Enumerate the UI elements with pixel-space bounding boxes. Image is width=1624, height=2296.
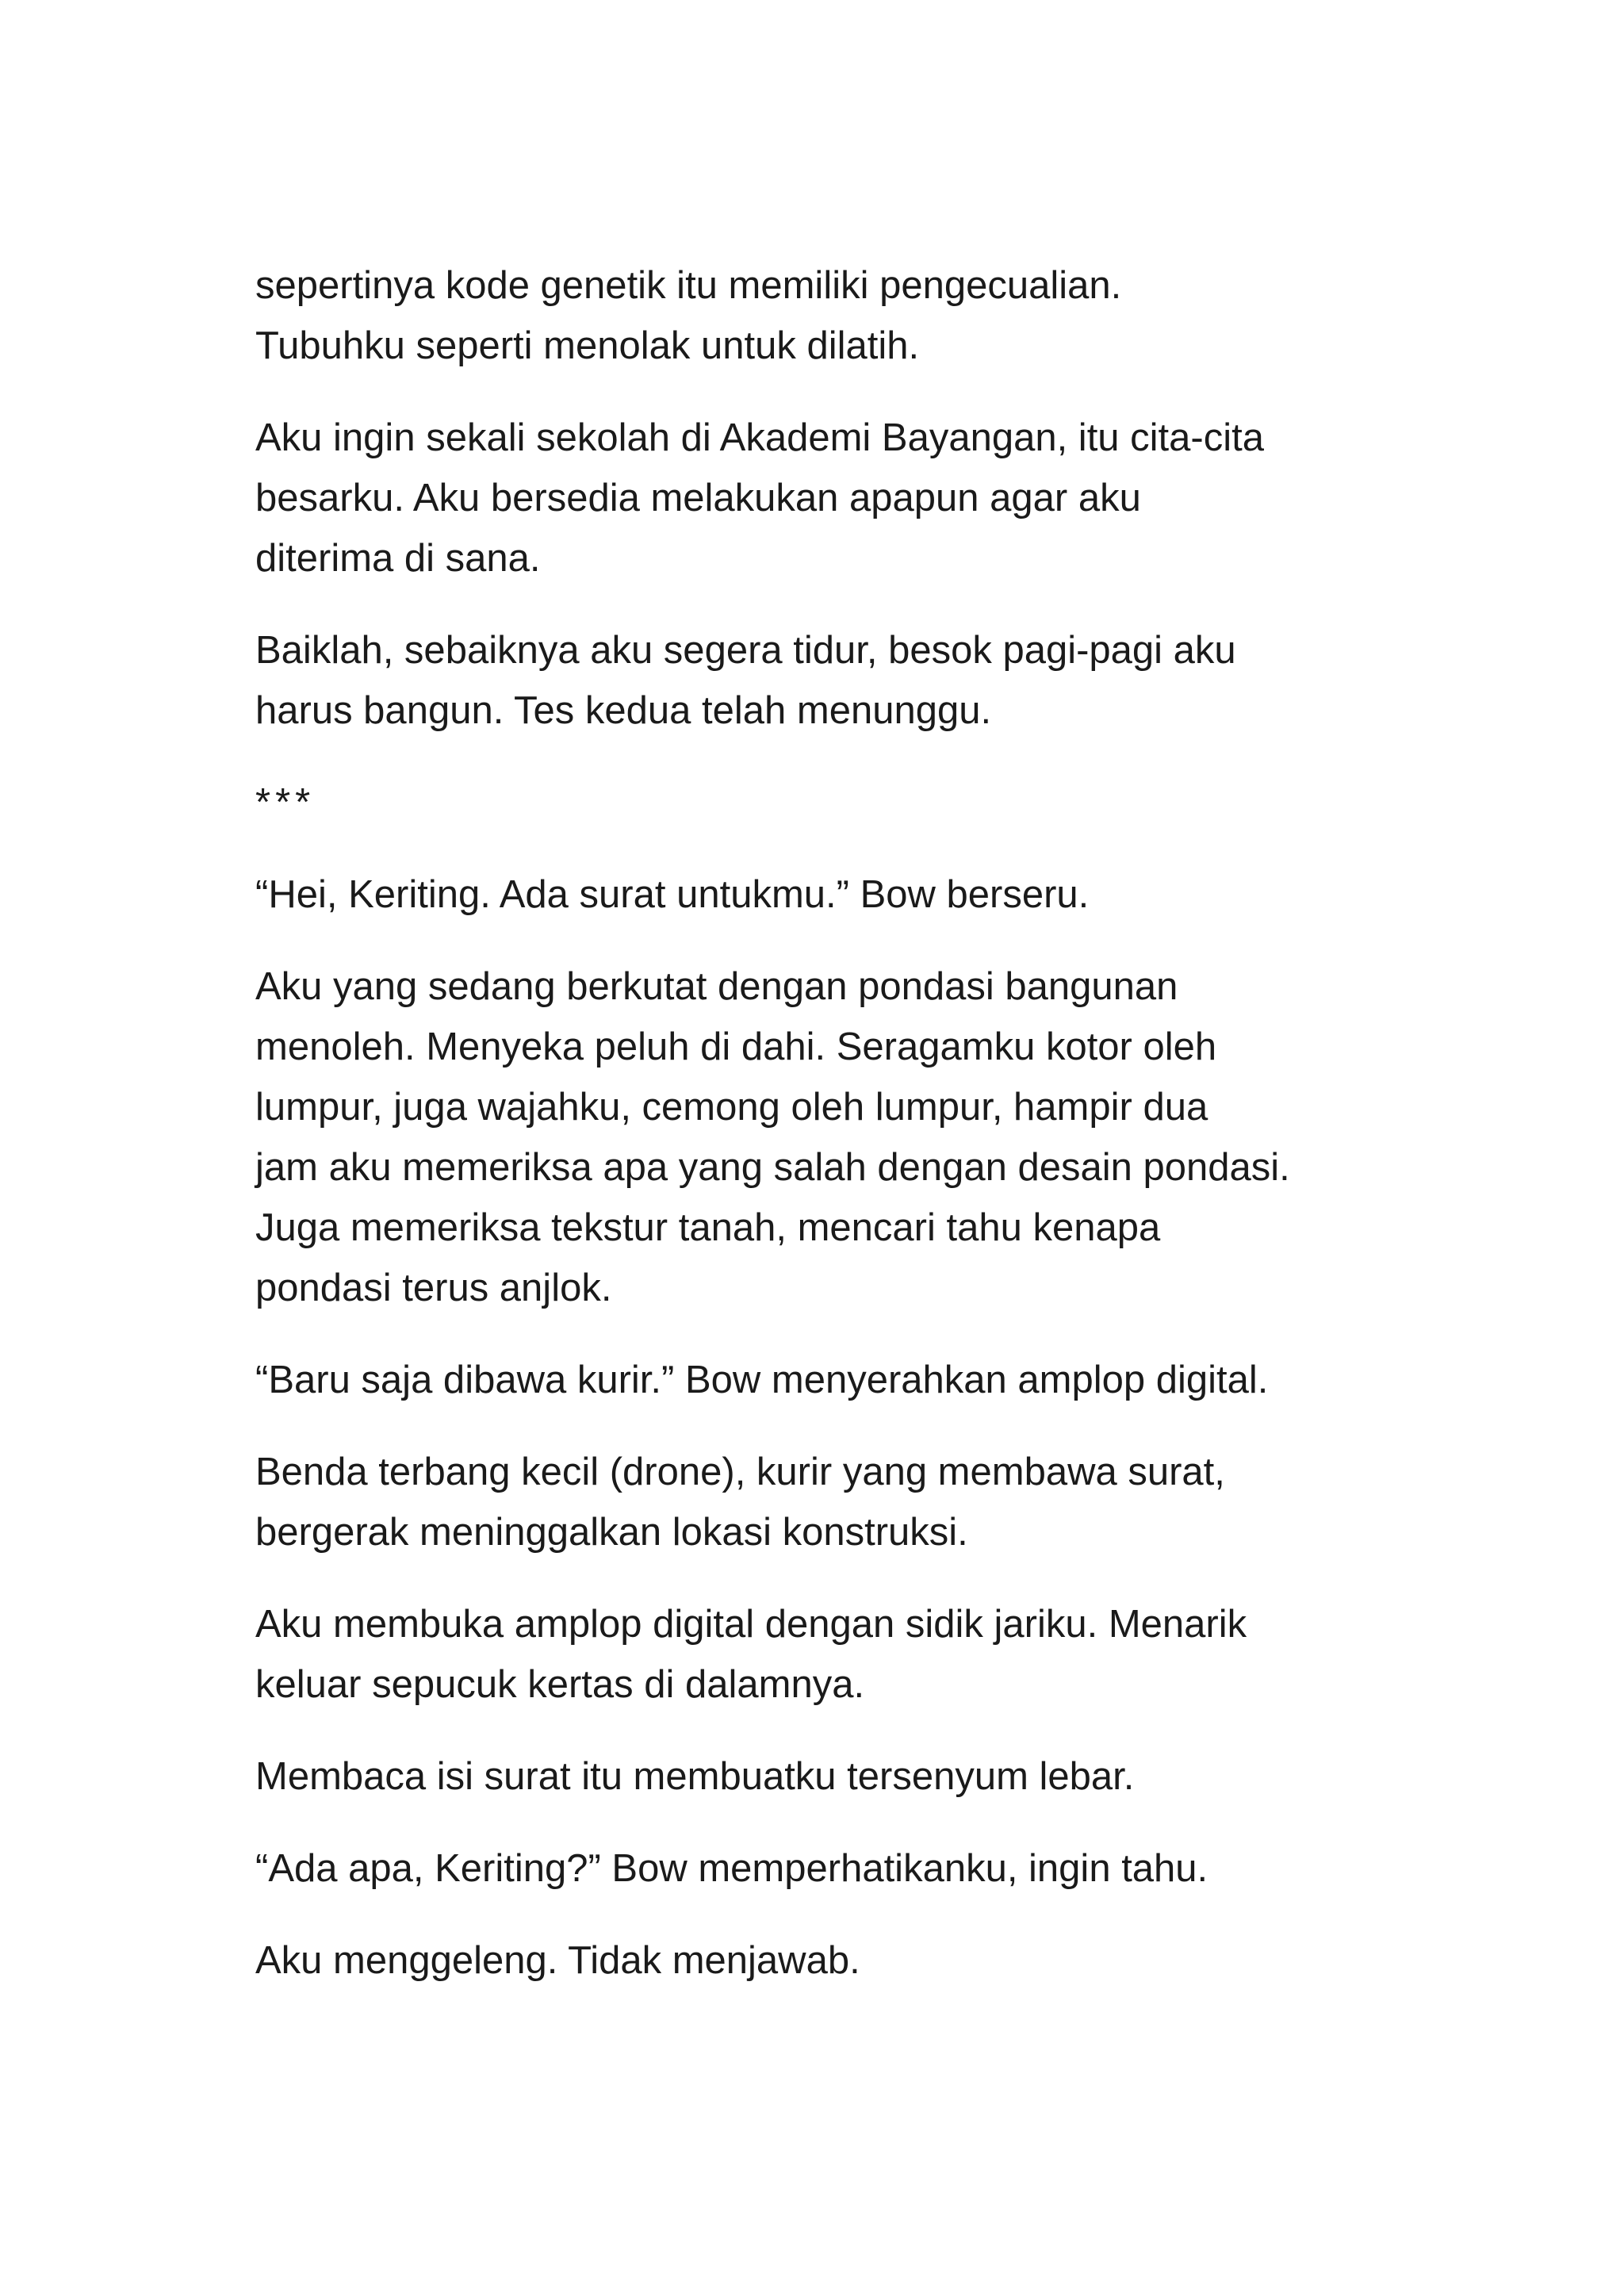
text-line: pondasi terus anjlok. [255, 1267, 612, 1309]
body-text [255, 255, 1405, 2022]
text-line: Juga memeriksa tekstur tanah, mencari tahu kenapa [255, 1206, 1161, 1249]
paragraph [255, 1594, 1405, 1715]
text-line: Aku membuka amplop digital dengan sidik jariku. Menarik [255, 1603, 1247, 1646]
text-line: Aku menggeleng. Tidak menjawab. [255, 1939, 860, 1982]
paragraph [255, 1930, 1405, 1991]
paragraph [255, 408, 1405, 588]
text-line: “Hei, Keriting. Ada surat untukmu.” Bow berseru. [255, 873, 1090, 916]
scene-break [255, 772, 1405, 833]
paragraph [255, 1838, 1405, 1899]
scene-break-marker: *** [255, 781, 316, 824]
text-line: sepertinya kode genetik itu memiliki pengecualian. [255, 264, 1122, 307]
text-line: menoleh. Menyeka peluh di dahi. Seragamku kotor oleh [255, 1025, 1217, 1068]
text-line: “Ada apa, Keriting?” Bow memperhatikanku, ingin tahu. [255, 1847, 1208, 1890]
text-line: Aku yang sedang berkutat dengan pondasi bangunan [255, 965, 1178, 1008]
text-line: “Baru saja dibawa kurir.” Bow menyerahkan amplop digital. [255, 1359, 1269, 1401]
paragraph [255, 620, 1405, 741]
text-line: jam aku memeriksa apa yang salah dengan desain pondasi. [255, 1146, 1290, 1189]
text-line: bergerak meninggalkan lokasi konstruksi. [255, 1511, 968, 1554]
paragraph [255, 1746, 1405, 1807]
text-line: keluar sepucuk kertas di dalamnya. [255, 1663, 865, 1706]
text-line: Aku ingin sekali sekolah di Akademi Bayangan, itu cita-cita [255, 416, 1264, 459]
paragraph [255, 1442, 1405, 1562]
paragraph [255, 255, 1405, 376]
text-line: besarku. Aku bersedia melakukan apapun agar aku [255, 477, 1141, 519]
text-line: Tubuhku seperti menolak untuk dilatih. [255, 324, 920, 367]
text-line: lumpur, juga wajahku, cemong oleh lumpur, hampir dua [255, 1086, 1208, 1129]
paragraph [255, 1350, 1405, 1410]
text-line: harus bangun. Tes kedua telah menunggu. [255, 689, 992, 732]
paragraph [255, 956, 1405, 1318]
text-line: diterima di sana. [255, 537, 541, 580]
paragraph [255, 864, 1405, 925]
text-line: Membaca isi surat itu membuatku tersenyum lebar. [255, 1755, 1135, 1798]
text-line: Benda terbang kecil (drone), kurir yang membawa surat, [255, 1451, 1225, 1493]
text-line: Baiklah, sebaiknya aku segera tidur, besok pagi-pagi aku [255, 629, 1236, 672]
